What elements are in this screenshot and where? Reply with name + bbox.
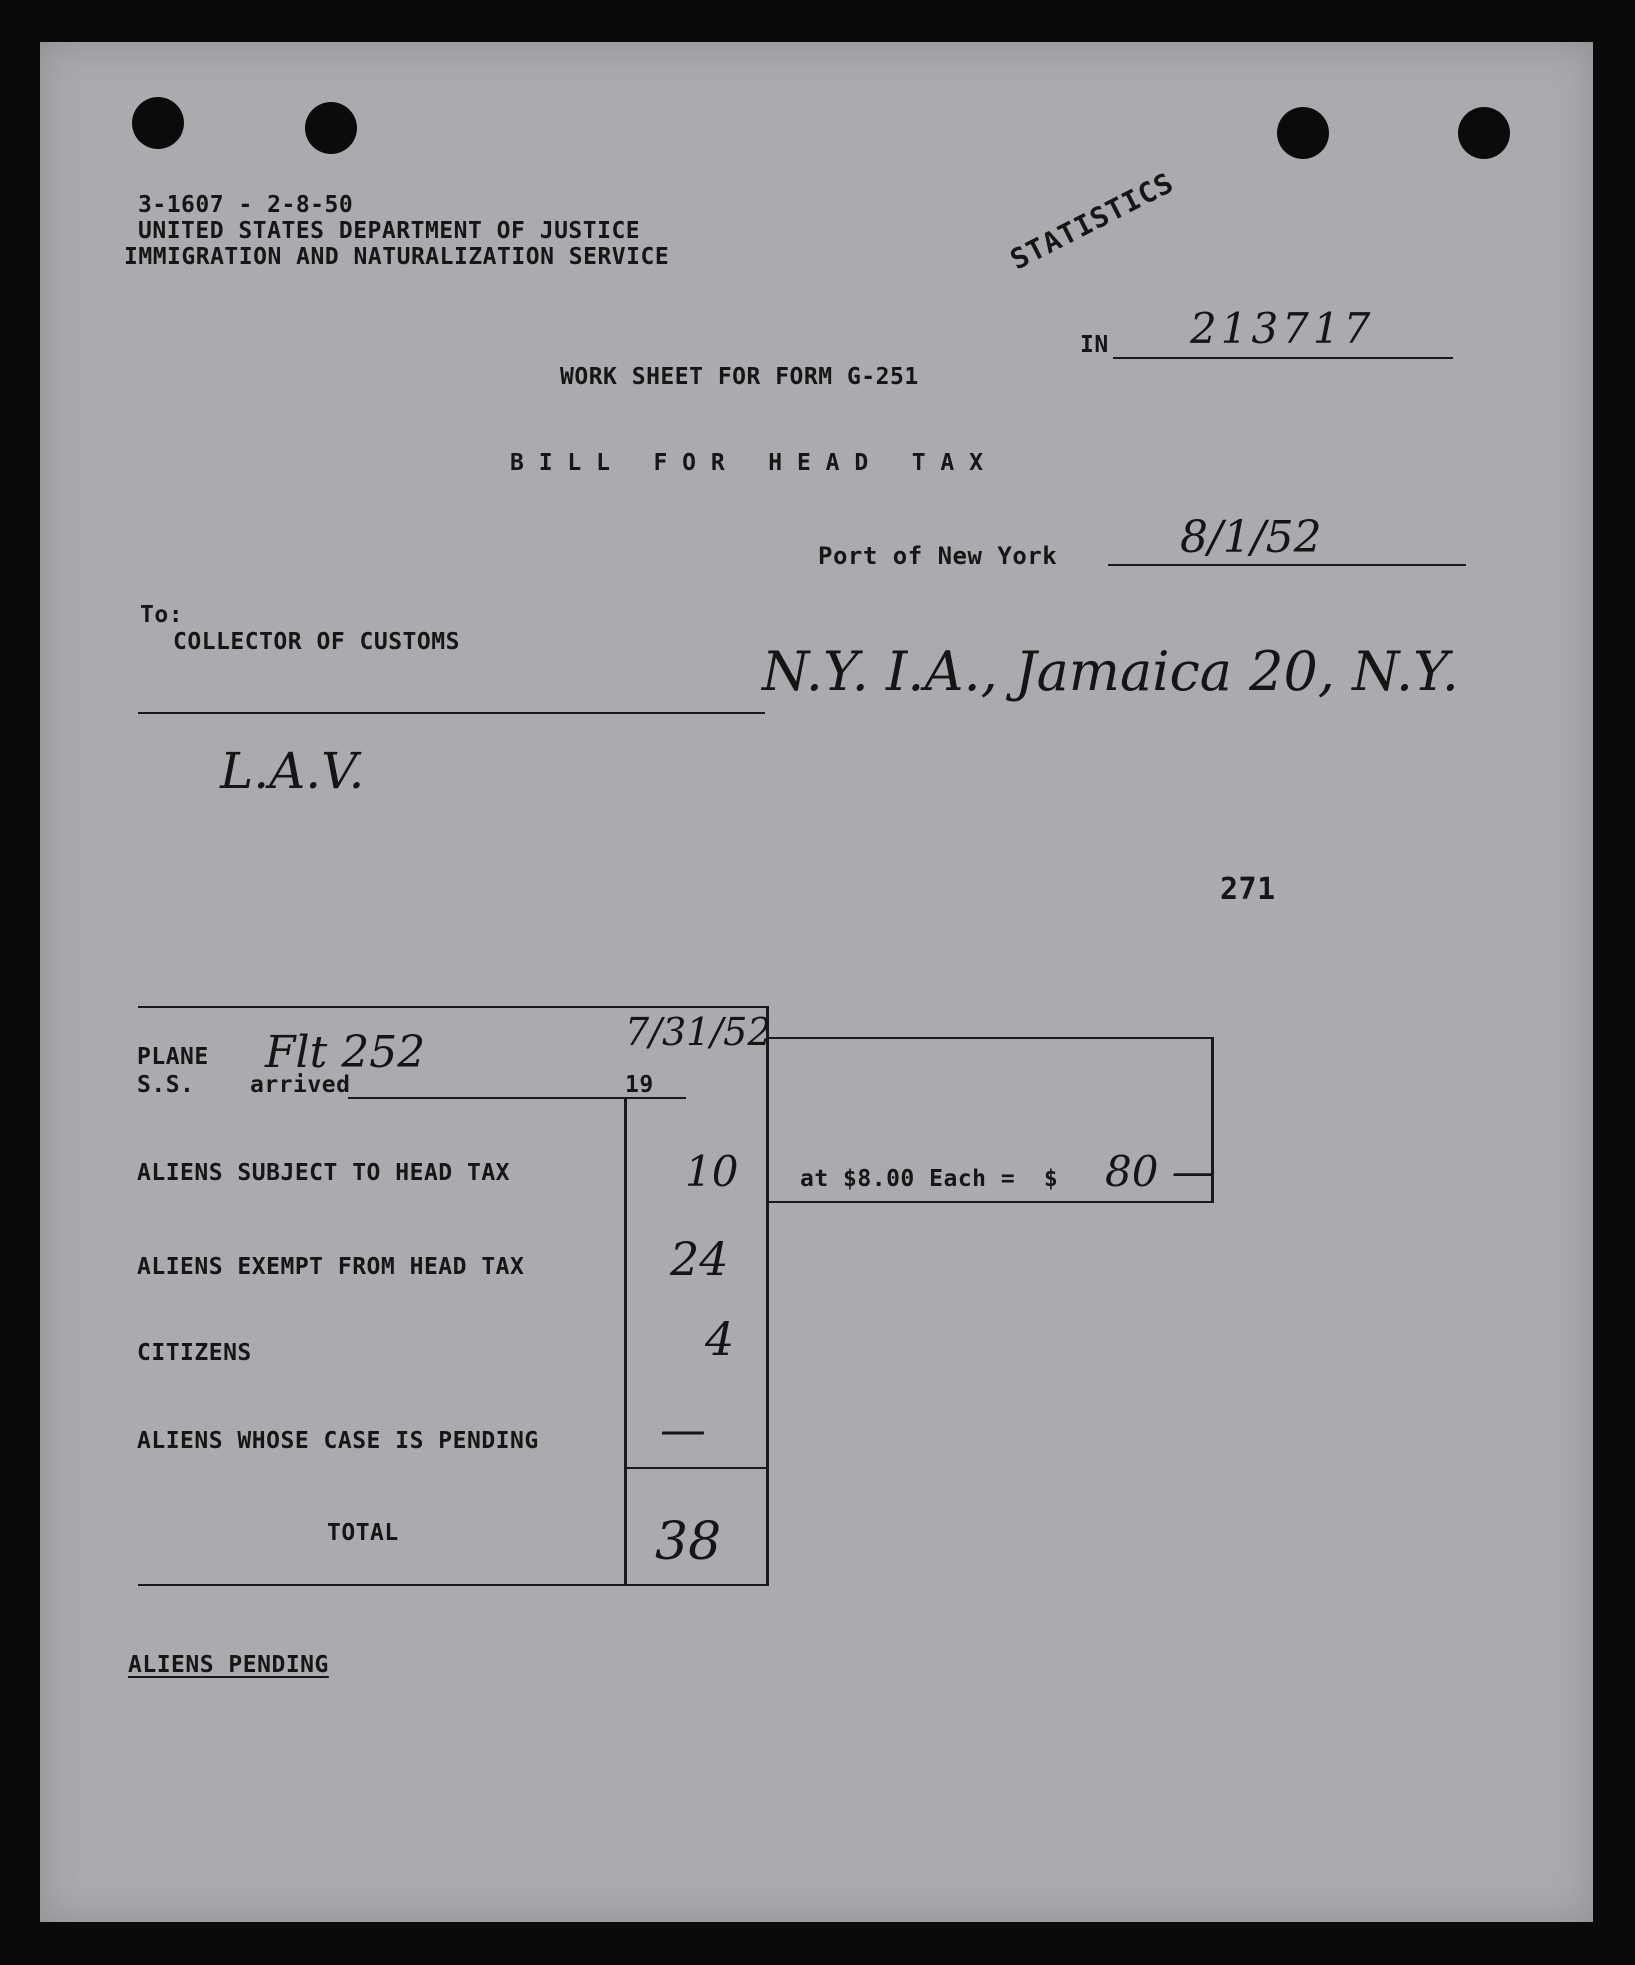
total-value: 38 bbox=[655, 1512, 722, 1572]
table-top-line bbox=[138, 1006, 768, 1008]
document-page bbox=[40, 42, 1593, 1922]
arrival-date-handwritten: 7/31/52 bbox=[625, 1010, 772, 1054]
plane-label: PLANE bbox=[137, 1044, 209, 1070]
punch-hole-4 bbox=[1458, 107, 1510, 159]
collector-name: COLLECTOR OF CUSTOMS bbox=[173, 629, 460, 655]
rate-text: at $8.00 Each = $ bbox=[800, 1166, 1059, 1192]
service-name: IMMIGRATION AND NATURALIZATION SERVICE bbox=[124, 244, 670, 270]
initials-handwritten: L.A.V. bbox=[220, 742, 365, 800]
in-label: IN bbox=[1080, 332, 1109, 358]
work-sheet-title: WORK SHEET FOR FORM G-251 bbox=[560, 364, 919, 390]
row-label-subject: ALIENS SUBJECT TO HEAD TAX bbox=[137, 1160, 511, 1186]
row-value-citizens: 4 bbox=[705, 1312, 735, 1366]
year-prefix: 19 bbox=[625, 1072, 654, 1098]
table-value-divider bbox=[624, 1097, 627, 1586]
rate-box-top bbox=[768, 1037, 1214, 1039]
arrived-underline bbox=[348, 1097, 626, 1099]
department-name: UNITED STATES DEPARTMENT OF JUSTICE bbox=[138, 218, 641, 244]
row-label-exempt: ALIENS EXEMPT FROM HEAD TAX bbox=[137, 1254, 525, 1280]
table-right-border bbox=[766, 1006, 769, 1586]
punch-hole-3 bbox=[1277, 107, 1329, 159]
aliens-pending-label: ALIENS PENDING bbox=[128, 1652, 329, 1678]
row-value-pending: — bbox=[660, 1402, 706, 1456]
total-divider bbox=[626, 1467, 768, 1469]
location-handwritten: N.Y. I.A., Jamaica 20, N.Y. bbox=[762, 640, 1459, 703]
arrived-label: arrived bbox=[250, 1072, 351, 1098]
rate-box-bottom bbox=[768, 1201, 1214, 1203]
punch-hole-2 bbox=[305, 102, 357, 154]
row-value-exempt: 24 bbox=[670, 1232, 729, 1286]
rate-amount: 80 — bbox=[1105, 1147, 1214, 1196]
in-number: 213717 bbox=[1190, 304, 1375, 353]
port-label: Port of New York bbox=[818, 542, 1058, 570]
flight-handwritten: Flt 252 bbox=[265, 1027, 426, 1078]
punch-hole-1 bbox=[132, 97, 184, 149]
total-label: TOTAL bbox=[327, 1520, 399, 1546]
form-code: 3-1607 - 2-8-50 bbox=[138, 192, 354, 218]
port-date-underline bbox=[1108, 564, 1466, 566]
bill-title: B I L L F O R H E A D T A X bbox=[510, 450, 984, 476]
row-label-pending: ALIENS WHOSE CASE IS PENDING bbox=[137, 1428, 539, 1454]
to-label: To: bbox=[140, 602, 184, 628]
statistics-stamp: STATISTICS bbox=[1005, 165, 1180, 277]
row-label-citizens: CITIZENS bbox=[137, 1340, 252, 1366]
table-bottom-line bbox=[138, 1584, 768, 1586]
in-underline bbox=[1113, 357, 1453, 359]
reference-number: 271 bbox=[1220, 872, 1276, 907]
ss-label: S.S. bbox=[137, 1072, 195, 1098]
port-date: 8/1/52 bbox=[1180, 512, 1322, 563]
row-value-subject: 10 bbox=[685, 1147, 739, 1196]
address-line bbox=[138, 712, 765, 714]
